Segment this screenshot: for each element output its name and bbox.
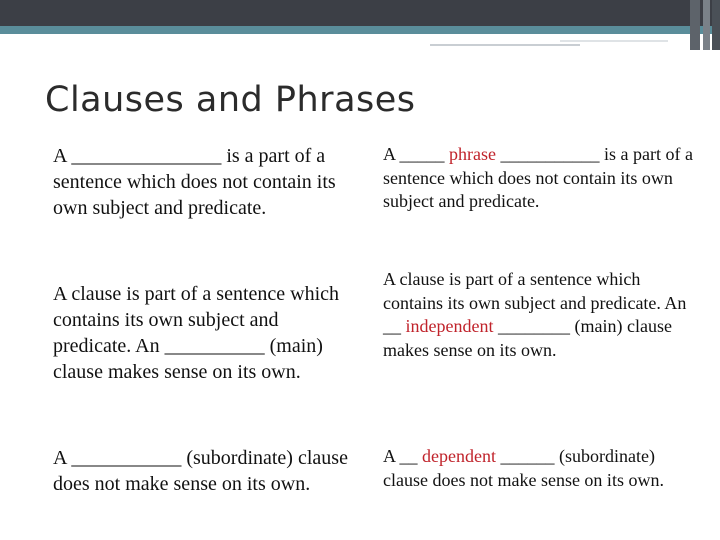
corner-decoration <box>703 0 710 50</box>
header-accent-strip <box>0 26 720 34</box>
answer-phrase: phrase <box>449 144 496 164</box>
text-segment: A __ <box>383 446 423 466</box>
corner-decoration <box>690 0 700 50</box>
header-bar <box>0 0 720 26</box>
text-segment: ______ (subordinate) clause does not make sense on its own. <box>383 446 664 490</box>
slide-title: Clauses and Phrases <box>45 80 416 120</box>
left-text-phrase: A _______________ is a part of a sentence which does not contain its own subject and predicate. <box>53 145 336 219</box>
corner-decoration <box>712 0 720 50</box>
text-segment: A _____ <box>383 144 450 164</box>
decorative-line <box>560 40 668 42</box>
right-text-phrase <box>383 143 693 214</box>
right-text-subordinate-clause <box>383 445 693 492</box>
answer-independent: independent <box>405 316 494 336</box>
right-text-main-clause <box>383 268 693 362</box>
left-text-subordinate-clause: A ___________ (subordinate) clause does not make sense on its own. <box>53 447 348 495</box>
text-segment: ________ (main) clause makes sense on its own. <box>383 316 672 360</box>
left-text-main-clause: A clause is part of a sentence which contains its own subject and predicate. An __________ (main) clause makes sense on its own. <box>53 283 340 383</box>
text-segment: A clause is part of a sentence which contains its own subject and predicate. An __ <box>383 269 687 336</box>
text-segment: ___________ is a part of a sentence which does not contain its own subject and predicate. <box>383 144 693 211</box>
answer-dependent: dependent <box>422 446 496 466</box>
decorative-line <box>430 44 580 46</box>
